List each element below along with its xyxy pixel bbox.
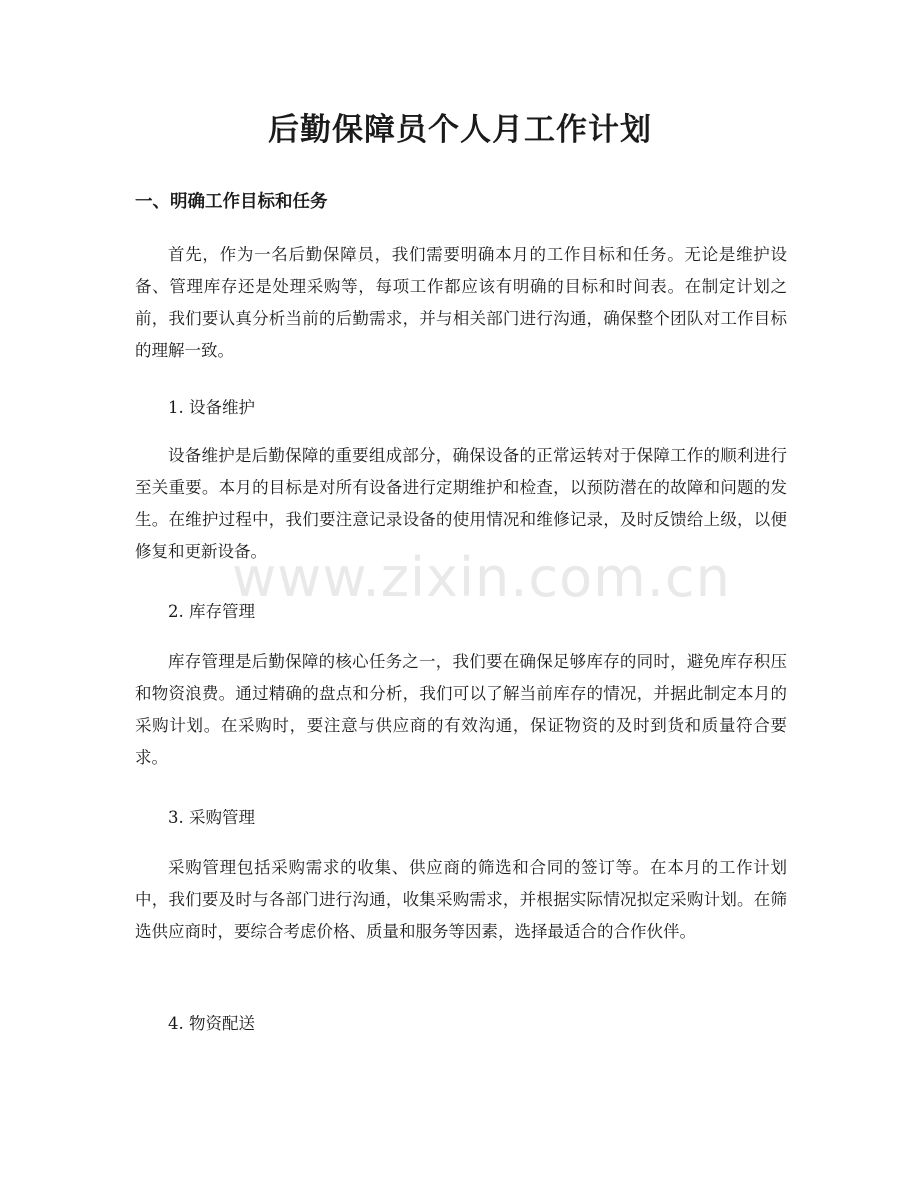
subheading-material-distribution: 4. 物资配送 xyxy=(168,1014,255,1033)
watermark-text: www.zixin.com.cn xyxy=(232,546,731,609)
section-heading: 一、明确工作目标和任务 xyxy=(135,192,328,212)
subheading-procurement-management: 3. 采购管理 xyxy=(168,808,255,827)
paragraph-procurement-management: 采购管理包括采购需求的收集、供应商的筛选和合同的签订等。在本月的工作计划中，我们要及时与各部门进行沟通，收集采购需求，并根据实际情况拟定采购计划。在筛选供应商时，要综合考虑价格、质量和服务等因素，选择最适合的合作伙伴。 xyxy=(135,858,787,941)
subheading-equipment-maintenance: 1. 设备维护 xyxy=(168,398,255,417)
paragraph-equipment-maintenance: 设备维护是后勤保障的重要组成部分，确保设备的正常运转对于保障工作的顺利进行至关重要。本月的目标是对所有设备进行定期维护和检查，以预防潜在的故障和问题的发生。在维护过程中，我们要注意记录设备的使用情况和维修记录，及时反馈给上级，以便修复和更新设备。 xyxy=(135,446,787,561)
subheading-inventory-management: 2. 库存管理 xyxy=(168,602,255,621)
page-title: 后勤保障员个人月工作计划 xyxy=(268,112,652,148)
intro-paragraph: 首先，作为一名后勤保障员，我们需要明确本月的工作目标和任务。无论是维护设备、管理库存还是处理采购等，每项工作都应该有明确的目标和时间表。在制定计划之前，我们要认真分析当前的后勤需求，并与相关部门进行沟通，确保整个团队对工作目标的理解一致。 xyxy=(135,245,787,360)
paragraph-inventory-management: 库存管理是后勤保障的核心任务之一，我们要在确保足够库存的同时，避免库存积压和物资浪费。通过精确的盘点和分析，我们可以了解当前库存的情况，并据此制定本月的采购计划。在采购时，要注意与供应商的有效沟通，保证物资的及时到货和质量符合要求。 xyxy=(135,652,787,767)
